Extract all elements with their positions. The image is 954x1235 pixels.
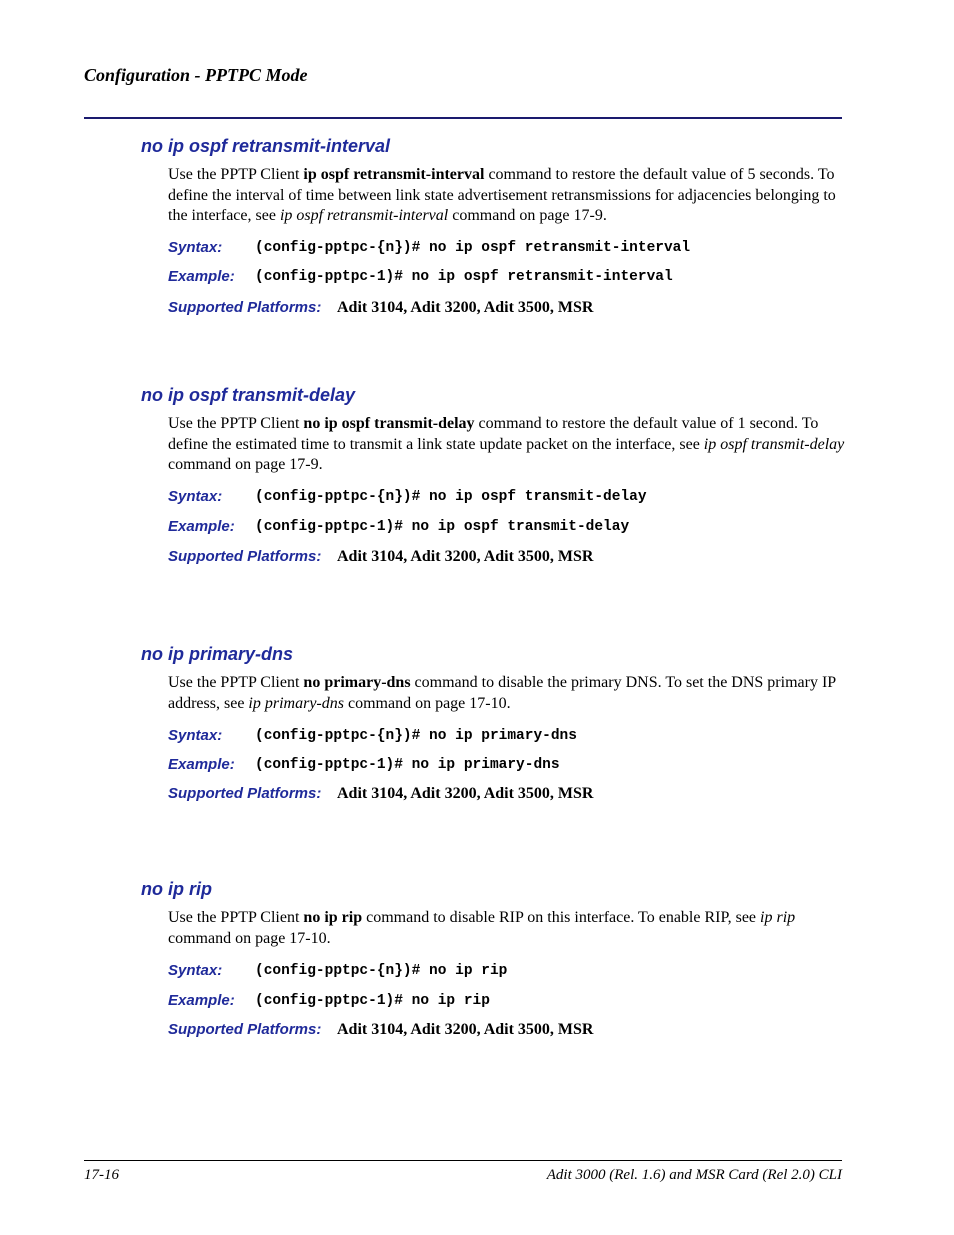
platforms-label: Supported Platforms: [168, 299, 322, 316]
cross-reference: ip ospf transmit-delay [703, 435, 845, 453]
running-head: Configuration - PPTPC Mode [84, 65, 308, 85]
syntax-code: (config-pptpc-{n})# no ip rip [255, 963, 508, 979]
desc-text: Use the PPTP Client [168, 166, 304, 183]
desc-text: command to restore the default value of 1 second. To define the estimated time to transmit a link state update packet on the interface, see [168, 415, 819, 453]
syntax-label: Syntax: [168, 727, 223, 744]
desc-text: command on page 17-10. [343, 694, 511, 712]
platforms-value: Adit 3104, Adit 3200, Adit 3500, MSR [337, 299, 594, 316]
section-description [168, 908, 848, 949]
desc-text: command on page 17-10. [168, 929, 331, 947]
syntax-label: Syntax: [168, 488, 223, 505]
example-code: (config-pptpc-1)# no ip rip [255, 993, 490, 1009]
platforms-label: Supported Platforms: [168, 1021, 322, 1038]
syntax-code: (config-pptpc-{n})# no ip ospf retransmit-interval [255, 240, 691, 256]
desc-text: command to restore the default value of 5 seconds. To define the interval of time between link state advertisement retransmissions for adjacencies belonging to the interface, see [168, 166, 836, 225]
platforms-label: Supported Platforms: [168, 785, 322, 802]
section-description [168, 414, 848, 476]
footer-rule [84, 1160, 842, 1161]
cross-reference: ip rip [760, 909, 796, 926]
example-label: Example: [168, 756, 235, 773]
header-rule [84, 117, 842, 119]
desc-text: Use the PPTP Client [168, 415, 304, 432]
desc-text: command to disable RIP on this interface. To enable RIP, see [362, 909, 761, 926]
command-name: no ip ospf transmit-delay [303, 415, 475, 432]
desc-text: command on page 17-9. [448, 207, 607, 225]
command-name: no primary-dns [303, 674, 411, 691]
example-label: Example: [168, 518, 235, 535]
cross-reference: ip ospf retransmit-interval [279, 207, 449, 225]
document-title: Adit 3000 (Rel. 1.6) and MSR Card (Rel 2.0) CLI [546, 1167, 842, 1183]
section-title: no ip ospf transmit-delay [141, 385, 356, 405]
desc-text: command to disable the primary DNS. To set the DNS primary IP address, see [168, 674, 836, 712]
section-description [168, 673, 848, 714]
example-label: Example: [168, 992, 235, 1009]
desc-text: command on page 17-9. [168, 456, 323, 474]
cross-reference: ip primary-dns [248, 694, 344, 712]
platforms-value: Adit 3104, Adit 3200, Adit 3500, MSR [337, 785, 594, 802]
section-description [168, 165, 848, 227]
syntax-code: (config-pptpc-{n})# no ip primary-dns [255, 728, 577, 744]
section-title: no ip ospf retransmit-interval [141, 136, 391, 156]
platforms-value: Adit 3104, Adit 3200, Adit 3500, MSR [337, 548, 594, 565]
section-title: no ip primary-dns [141, 644, 294, 664]
syntax-label: Syntax: [168, 962, 223, 979]
example-label: Example: [168, 268, 235, 285]
desc-text: Use the PPTP Client [168, 909, 304, 926]
example-code: (config-pptpc-1)# no ip primary-dns [255, 757, 560, 773]
platforms-value: Adit 3104, Adit 3200, Adit 3500, MSR [337, 1021, 594, 1038]
desc-text: Use the PPTP Client [168, 674, 304, 691]
syntax-label: Syntax: [168, 239, 223, 256]
example-code: (config-pptpc-1)# no ip ospf retransmit-interval [255, 269, 673, 285]
page-number: 17-16 [84, 1167, 119, 1183]
example-code: (config-pptpc-1)# no ip ospf transmit-delay [255, 519, 630, 535]
command-name: ip ospf retransmit-interval [303, 166, 485, 183]
platforms-label: Supported Platforms: [168, 548, 322, 565]
section-title: no ip rip [141, 879, 212, 899]
syntax-code: (config-pptpc-{n})# no ip ospf transmit-delay [255, 489, 647, 505]
command-name: no ip rip [303, 909, 363, 926]
